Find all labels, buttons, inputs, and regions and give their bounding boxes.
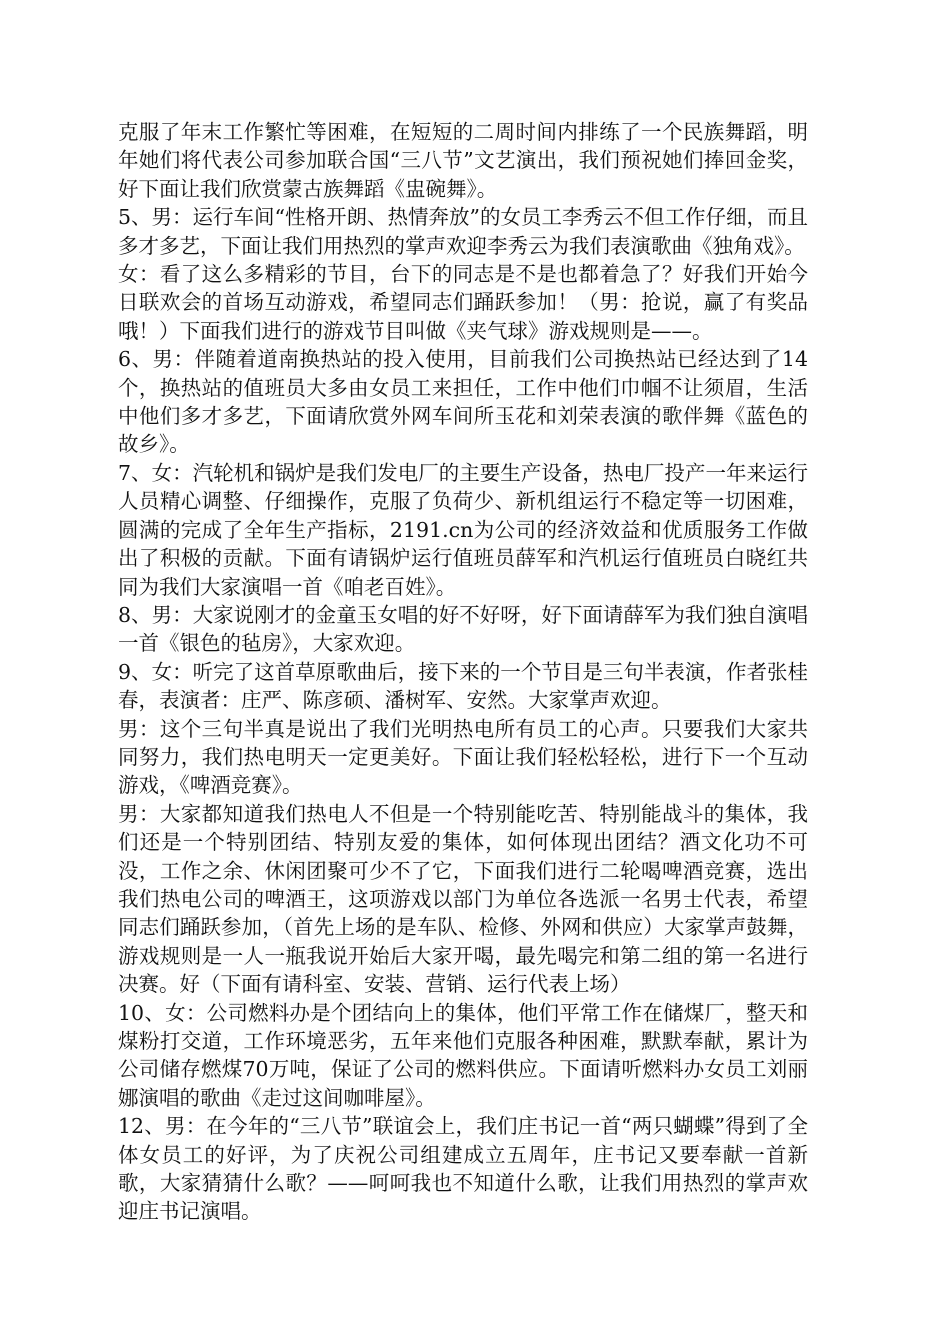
paragraph-2: 5、男：运行车间“性格开朗、热情奔放”的女员工李秀云不但工作仔细，而且多才多艺，下面让我们用热烈的掌声欢迎李秀云为我们表演歌曲《独角戏》。 [118,205,809,258]
paragraph-8: 男：这个三句半真是说出了我们光明热电所有员工的心声。只要我们大家共同努力，我们热电明天一定更美好。下面让我们轻松轻松，进行下一个互动游戏，《啤酒竞赛》。 [118,716,808,798]
paragraph-11: 12、男：在今年的“三八节”联谊会上，我们庄书记一首“两只蝴蝶”得到了全体女员工的好评，为了庆祝公司组建成立五周年，庄书记又要奉献一首新歌，大家猜猜什么歌？——呵呵我也不知道什么歌，让我们用热烈的掌声欢迎庄书记演唱。 [118,1114,808,1224]
document-body [118,118,808,1226]
paragraph-10: 10、女：公司燃料办是个团结向上的集体，他们平常工作在储煤厂，整天和煤粉打交道，工作环境恶劣，五年来他们克服各种困难，默默奉献，累计为公司储存燃煤70万吨，保证了公司的燃料供应。下面请听燃料办女员工刘丽娜演唱的歌曲《走过这间咖啡屋》。 [118,1000,808,1110]
paragraph-6: 8、男：大家说刚才的金童玉女唱的好不好呀，好下面请薛军为我们独自演唱一首《银色的毡房》，大家欢迎。 [118,602,808,656]
paragraph-5: 7、女：汽轮机和锅炉是我们发电厂的主要生产设备，热电厂投产一年来运行人员精心调整、仔细操作，克服了负荷少、新机组运行不稳定等一切困难，圆满的完成了全年生产指标，2191.cn为公司的经济效益和优质服务工作做出了积极的贡献。下面有请锅炉运行值班员薛军和汽机运行值班员白晓红共同为我们大家演唱一首《咱老百姓》。 [118,460,808,599]
paragraph-3: 女：看了这么多精彩的节目，台下的同志是不是也都着急了？好我们开始今日联欢会的首场互动游戏，希望同志们踊跃参加！（男：抢说，赢了有奖品哦！）下面我们进行的游戏节目叫做《夹气球》游戏规则是——。 [118,262,808,343]
paragraph-1: 克服了年末工作繁忙等困难，在短短的二周时间内排练了一个民族舞蹈，明年她们将代表公司参加联合国“三八节”文艺演出，我们预祝她们捧回金奖，好下面让我们欣赏蒙古族舞蹈《盅碗舞》。 [118,120,808,201]
paragraph-7: 9、女：听完了这首草原歌曲后，接下来的一个节目是三句半表演，作者张桂春，表演者：庄严、陈彦硕、潘树军、安然。大家掌声欢迎。 [118,659,808,713]
paragraph-9: 男：大家都知道我们热电人不但是一个特别能吃苦、特别能战斗的集体，我们还是一个特别团结、特别友爱的集体，如何体现出团结？酒文化功不可没，工作之余、休闲团聚可少不了它，下面我们进行二轮喝啤酒竞赛，选出我们热电公司的啤酒王，这项游戏以部门为单位各选派一名男士代表，希望同志们踊跃参加，（首先上场的是车队、检修、外网和供应）大家掌声鼓舞，游戏规则是一人一瓶我说开始后大家开喝，最先喝完和第二组的第一名进行决赛。好（下面有请科室、安装、营销、运行代表上场） [118,801,808,997]
paragraph-4: 6、男：伴随着道南换热站的投入使用，目前我们公司换热站已经达到了14个，换热站的值班员大多由女员工来担任，工作中他们巾帼不让须眉，生活中他们多才多艺，下面请欣赏外网车间所玉花和刘荣表演的歌伴舞《蓝色的故乡》。 [118,347,808,457]
